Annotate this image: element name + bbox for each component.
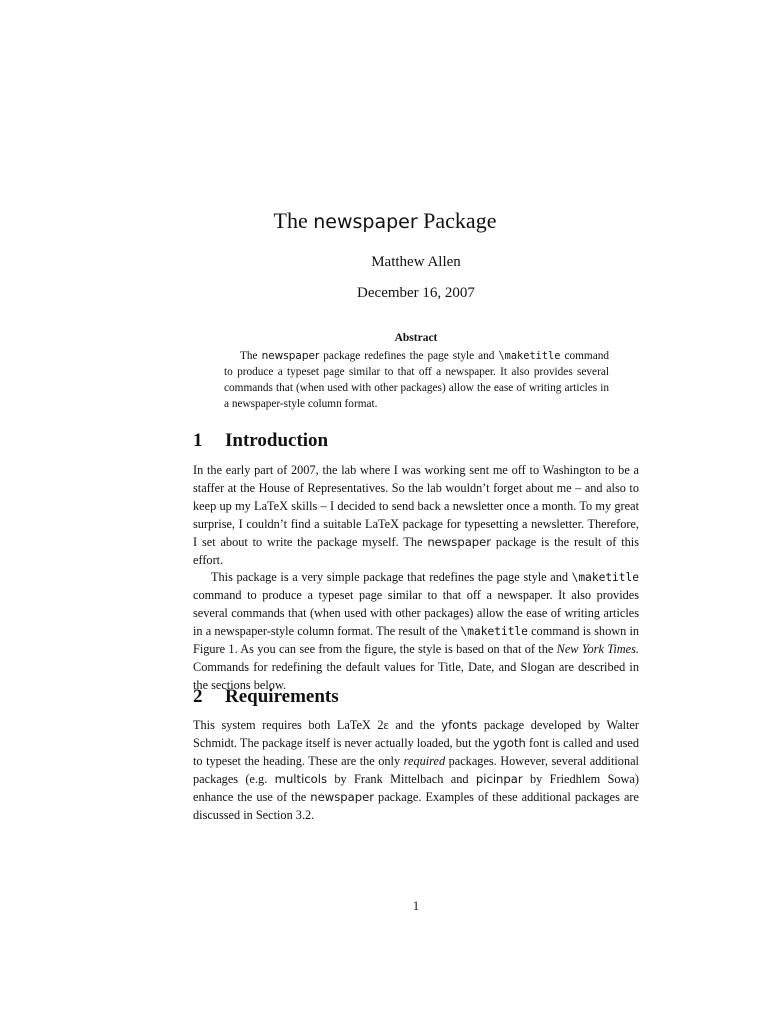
req-emphasis: required (403, 753, 446, 768)
section-heading-requirements (193, 685, 339, 709)
requirements-paragraph (193, 717, 639, 824)
req-text-4: packages. However, several additional packages (e.g. (193, 753, 639, 786)
req-package-multicols: multicols (274, 771, 328, 786)
title-package-name: newspaper (313, 211, 418, 233)
intro-p1-text-1: In the early part of 2007, the lab where I was working sent me off to Washington to be a staffer at the House of Representatives. So the lab wouldn’t forget about me – and also to keep up my LaTeX skills – I decided to send back a newsletter once a month. To my great surprise, I couldn’t find a suitable LaTeX package for typesetting a newsletter. Therefore, I set about to write the package myself. The (193, 463, 639, 549)
abstract-command: \maketitle (498, 350, 561, 362)
abstract-heading: Abstract (394, 332, 438, 344)
section-title: Introduction (225, 430, 329, 451)
abstract-text-2: package redefines the page style and (319, 350, 499, 362)
req-package-newspaper: newspaper (310, 789, 374, 804)
abstract-text-3: command to produce a typeset page similar to that off a newspaper. It also provides several commands that (when used with other packages) allow the ease of writing articles in a newspaper-style column format. (224, 350, 609, 410)
page-number: 1 (412, 899, 420, 913)
intro-p2-emphasis: New York Times. (556, 642, 640, 657)
section-title: Requirements (225, 686, 339, 707)
req-package-picinpar: picinpar (475, 771, 523, 786)
abstract-body (224, 349, 609, 413)
intro-p2-text-4: Commands for redefining the default values for Title, Date, and Slogan are described in the sections below. (193, 659, 639, 692)
introduction-body (193, 462, 639, 695)
section-number: 1 (193, 430, 203, 451)
introduction-paragraph-1 (193, 462, 639, 569)
req-text-7: package. Examples of these additional packages are discussed in Section 3.2. (193, 789, 639, 822)
document-title (0, 206, 770, 237)
req-text-5: by Frank Mittelbach and (327, 771, 476, 786)
intro-p1-package-name: newspaper (427, 534, 492, 549)
section-heading-introduction (193, 429, 328, 453)
req-package-yfonts: yfonts (441, 718, 478, 732)
req-text-3: font is called and used to typeset the heading. These are the only (193, 735, 639, 768)
abstract-package-name: newspaper (261, 350, 320, 362)
intro-p2-command-1: \maketitle (571, 571, 639, 585)
intro-p1-text-2: package is the result of this effort. (193, 534, 640, 567)
introduction-paragraph-2 (193, 569, 639, 694)
section-number: 2 (193, 686, 203, 707)
title-prefix: The (273, 208, 308, 233)
intro-p2-text-3: command is shown in Figure 1. As you can see from the figure, the style is based on that of the (193, 624, 640, 657)
title-suffix: Package (423, 208, 497, 233)
req-text-2: package developed by Walter Schmidt. The package itself is never actually loaded, but the (193, 718, 639, 750)
req-text-1: This system requires both LaTeX 2ε and the (193, 718, 442, 732)
document-date: December 16, 2007 (357, 285, 475, 301)
req-text-6: by Friedhlem Sowa) enhance the use of the (193, 771, 639, 804)
req-font-ygoth: ygoth (492, 735, 526, 750)
document-author: Matthew Allen (371, 254, 461, 270)
abstract-paragraph (224, 349, 609, 413)
intro-p2-text-1: This package is a very simple package that redefines the page style and (211, 570, 572, 585)
requirements-body (193, 717, 639, 824)
abstract-text-1: The (240, 350, 262, 362)
intro-p2-text-2: command to produce a typeset page similar to that off a newspaper. It also provides several commands that (when used with other packages) allow the ease of writing articles in a newspaper-style column format. The result of the (193, 588, 639, 639)
intro-p2-command-2: \maketitle (460, 625, 528, 639)
